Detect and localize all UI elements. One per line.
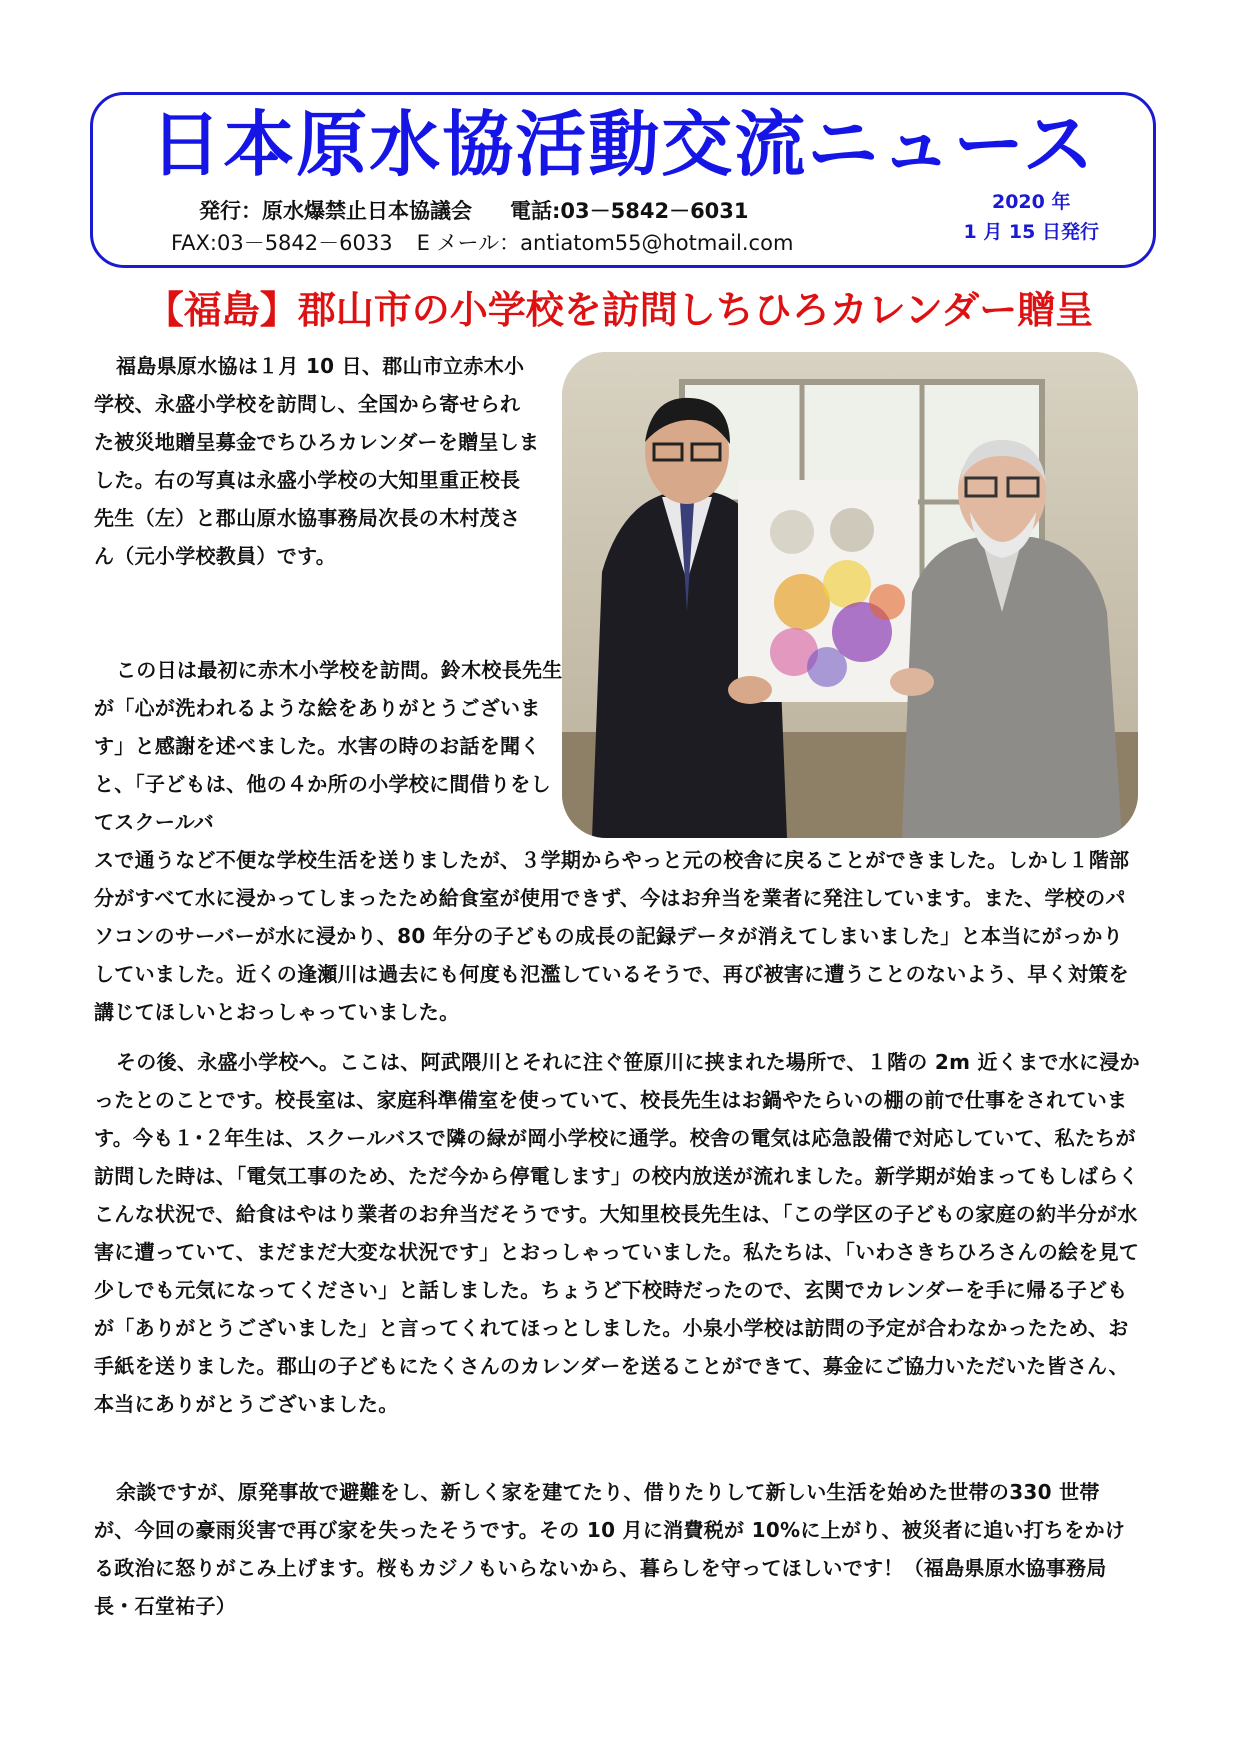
article-headline: 【福島】郡山市の小学校を訪問しちひろカレンダー贈呈: [145, 288, 1094, 332]
email-address: E メール：antiatom55@hotmail.com: [416, 231, 794, 255]
paragraph-2-start: この日は最初に赤木小学校を訪問。鈴木校長先生が「心が洗われるような絵をありがとうございます」と感謝を述べました。水害の時のお話を聞くと、「子どもは、他の４か所の小学校に間借りをしてスクールバ: [94, 658, 563, 834]
publisher-label: 発行：原水爆禁止日本協議会: [199, 199, 472, 223]
fax-number: FAX:03－5842－6033: [171, 231, 393, 255]
photo-illustration: [562, 352, 1138, 838]
issue-year: 2020 年: [991, 191, 1071, 213]
article-photo: [562, 352, 1138, 838]
paragraph-4: 余談ですが、原発事故で避難をし、新しく家を建てたり、借りたりして新しい生活を始めた世帯の330 世帯が、今回の豪雨災害で再び家を失ったそうです。その 10 月に消費税が 10%に上がり、被災者に追い打ちをかける政治に怒りがこみ上げます。桜もカジノもいらないから、暮らしを守ってほしいです！（福島県原水協事務局長・石堂祐子）: [94, 1480, 1126, 1618]
issue-date: [963, 187, 1099, 247]
masthead-box: [90, 92, 1156, 268]
publisher-line: [199, 195, 749, 227]
masthead-title: 日本原水協活動交流ニュース: [150, 103, 1096, 186]
phone-number: 電話:03－5842－6031: [510, 199, 749, 223]
paragraph-3: その後、永盛小学校へ。ここは、阿武隈川とそれに注ぐ笹原川に挟まれた場所で、１階の 2m 近くまで水に浸かったとのことです。校長室は、家庭科準備室を使っていて、校長先生はお鍋やたらいの棚の前で仕事をされています。今も１･２年生は、スクールバスで隣の緑が岡小学校に通学。校舎の電気は応急設備で対応していて、私たちが訪問した時は、「電気工事のため、ただ今から停電します」の校内放送が流れました。新学期が始まってもしばらくこんな状況で、給食はやはり業者のお弁当だそうです。大知里校長先生は、「この学区の子どもの家庭の約半分が水害に遭っていて、まだまだ大変な状況です」とおっしゃっていました。私たちは、「いわさきちひろさんの絵を見て少しでも元気になってください」と話しました。ちょうど下校時だったので、玄関でカレンダーを手に帰る子どもが「ありがとうございました」と言ってくれてほっとしました。小泉小学校は訪問の予定が合わなかったため、お手紙を送りました。郡山の子どもにたくさんのカレンダーを送ることができて、募金にご協力いただいた皆さん、本当にありがとうございました。: [94, 1050, 1140, 1416]
issue-day: 1 月 15 日発行: [963, 221, 1099, 243]
contact-line: [171, 227, 793, 259]
paragraph-2-continued: スで通うなど不便な学校生活を送りましたが、３学期からやっと元の校舎に戻ることができました。しかし１階部分がすべて水に浸かってしまったため給食室が使用できず、今はお弁当を業者に発注しています。また、学校のパソコンのサーバーが水に浸かり、80 年分の子どもの成長の記録データが消えてしまいました」と本当にがっかりしていました。近くの逢瀬川は過去にも何度も氾濫しているそうで、再び被害に遭うことのないよう、早く対策を講じてほしいとおっしゃっていました。: [94, 848, 1130, 1024]
paragraph-1: 福島県原水協は１月 10 日、郡山市立赤木小学校、永盛小学校を訪問し、全国から寄せられた被災地贈呈募金でちひろカレンダーを贈呈しました。右の写真は永盛小学校の大知里重正校長先生（左）と郡山原水協事務局次長の木村茂さん（元小学校教員）です。: [94, 354, 540, 568]
